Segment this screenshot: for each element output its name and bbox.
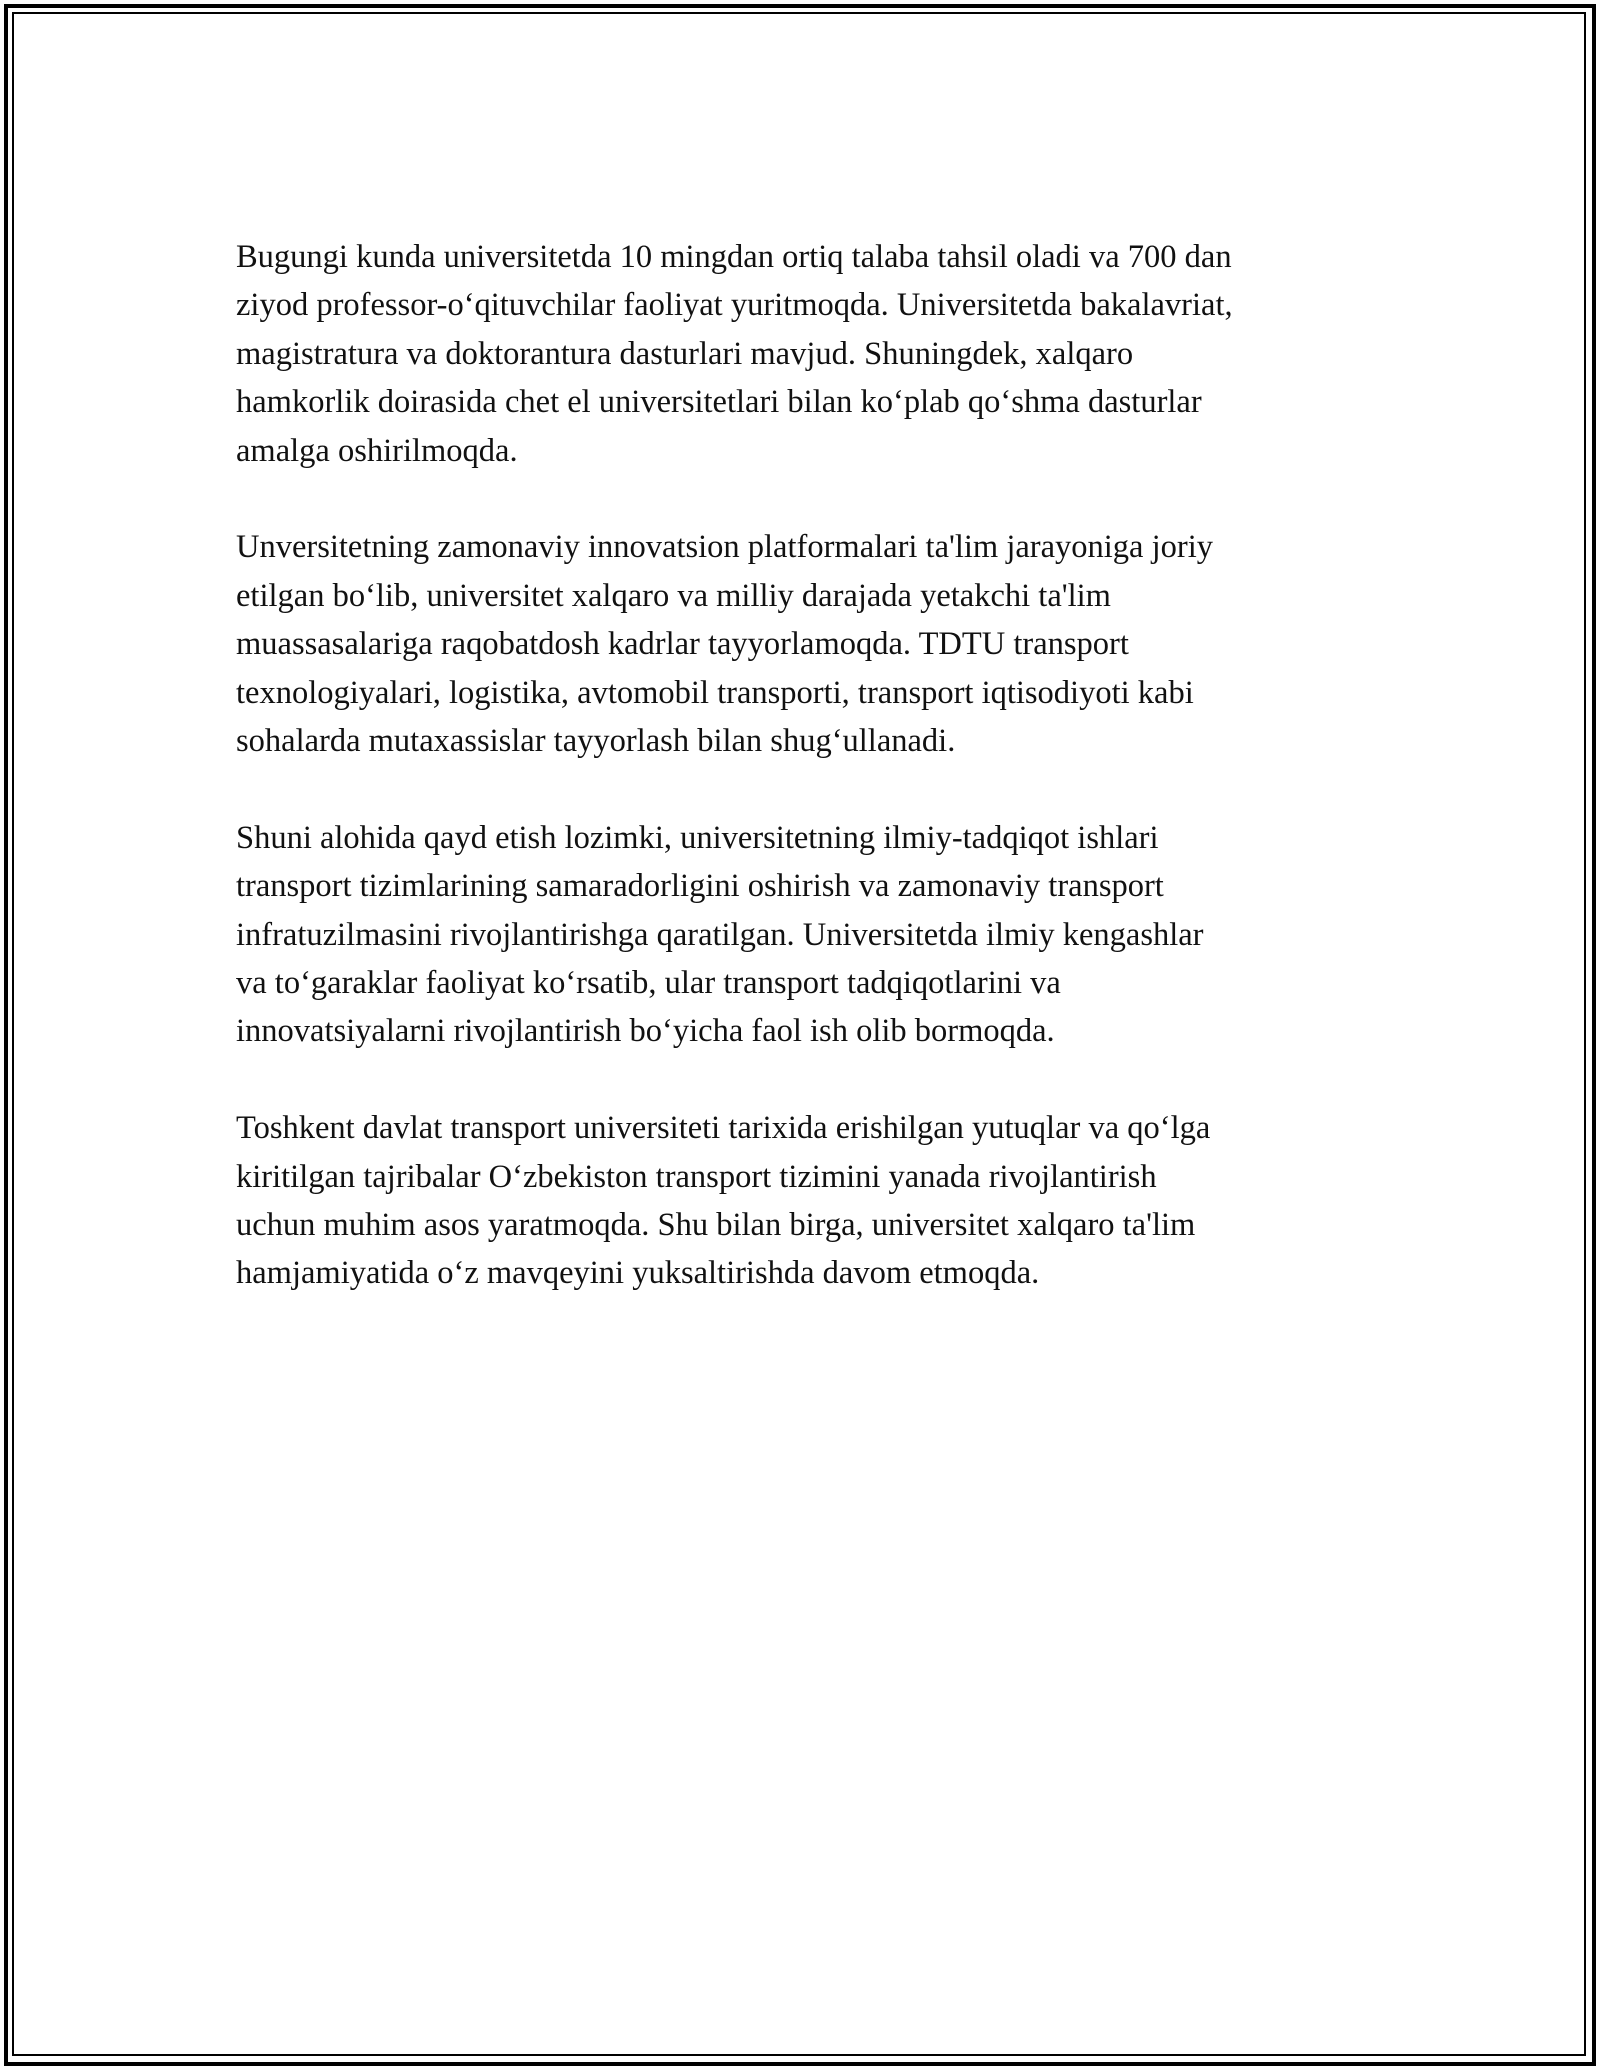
text-line: hamkorlik doirasida chet el universitetlari bilan ko‘plab qo‘shma dasturlar [236, 384, 1202, 421]
paragraph-2 [236, 523, 1364, 765]
paragraph-4 [236, 1104, 1364, 1298]
text-line: uchun muhim asos yaratmoqda. Shu bilan birga, universitet xalqaro ta'lim [236, 1207, 1196, 1244]
document-body [236, 233, 1364, 1346]
text-line: transport tizimlarining samaradorligini oshirish va zamonaviy transport [236, 868, 1164, 905]
text-line: etilgan bo‘lib, universitet xalqaro va milliy darajada yetakchi ta'lim [236, 577, 1111, 614]
paragraph-1 [236, 233, 1364, 475]
text-line: amalga oshirilmoqda. [236, 432, 518, 469]
text-line: muassasalariga raqobatdosh kadrlar tayyorlamoqda. TDTU transport [236, 626, 1129, 663]
paragraph-3 [236, 814, 1364, 1056]
text-line: magistratura va doktorantura dasturlari mavjud. Shuningdek, xalqaro [236, 335, 1134, 372]
text-line: Shuni alohida qayd etish lozimki, universitetning ilmiy-tadqiqot ishlari [236, 819, 1159, 856]
text-line: sohalarda mutaxassislar tayyorlash bilan shug‘ullanadi. [236, 723, 956, 760]
text-line: kiritilgan tajribalar O‘zbekiston transport tizimini yanada rivojlantirish [236, 1158, 1157, 1195]
text-line: Toshkent davlat transport universiteti tarixida erishilgan yutuqlar va qo‘lga [236, 1110, 1211, 1147]
text-line: Bugungi kunda universitetda 10 mingdan ortiq talaba tahsil oladi va 700 dan [236, 239, 1232, 275]
text-line: innovatsiyalarni rivojlantirish bo‘yicha faol ish olib bormoqda. [236, 1013, 1055, 1050]
text-line: Unversitetning zamonaviy innovatsion platformalari ta'lim jarayoniga joriy [236, 529, 1213, 566]
text-line: ziyod professor-o‘qituvchilar faoliyat yuritmoqda. Universitetda bakalavriat, [236, 287, 1233, 324]
text-line: infratuzilmasini rivojlantirishga qaratilgan. Universitetda ilmiy kengashlar [236, 916, 1204, 953]
text-line: hamjamiyatida o‘z mavqeyini yuksaltirishda davom etmoqda. [236, 1255, 1040, 1292]
text-line: va to‘garaklar faoliyat ko‘rsatib, ular transport tadqiqotlarini va [236, 965, 1061, 1002]
text-line: texnologiyalari, logistika, avtomobil transporti, transport iqtisodiyoti kabi [236, 674, 1194, 711]
